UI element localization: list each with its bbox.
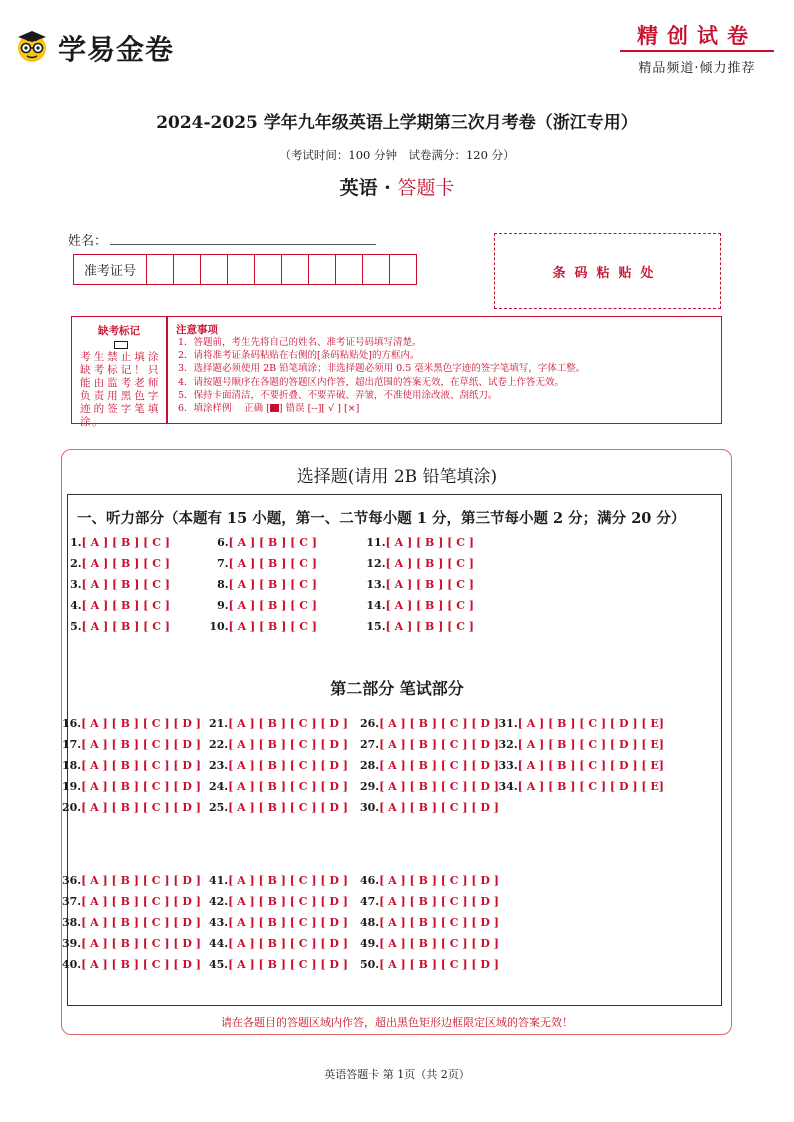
question-number: 19. (61, 780, 82, 793)
notes-item: 5．保持卡面清洁，不要折叠、不要弄破、弄皱，不准使用涂改液、刮纸刀。 (178, 389, 498, 401)
notes-box (167, 316, 722, 424)
question-number: 13. (366, 578, 386, 591)
question-item (217, 578, 317, 591)
name-label: 姓名： (68, 234, 108, 249)
answer-options[interactable]: [ A ] [ B ] [ C ] [ D ] (81, 780, 201, 793)
exam-subtitle: （考试时间：100 分钟 试卷满分：120 分） (279, 148, 515, 162)
section1-title: 一、听力部分（本题有 15 小题，第一、二节每小题 1 分，第三节每小题 2 分；满分 20 分） (77, 510, 686, 527)
question-item (70, 557, 170, 570)
question-item (70, 578, 170, 591)
question-number: 18. (61, 759, 82, 772)
answer-options[interactable]: [ A ] [ B ] [ C ] (228, 557, 317, 570)
exam-id-cell[interactable] (363, 255, 390, 285)
answer-options[interactable]: [ A ] [ B ] [ C ] (81, 557, 170, 570)
question-item (62, 874, 201, 887)
choice-heading: 选择题(请用 2B 铅笔填涂) (296, 467, 498, 487)
question-item (70, 536, 170, 549)
question-number: 40. (61, 958, 82, 971)
absent-mark-box (71, 316, 167, 428)
question-item (366, 557, 474, 570)
answer-options[interactable]: [ A ] [ B ] [ C ] (385, 557, 474, 570)
sample-wrong-label: 错误 (285, 403, 305, 415)
question-number: 3. (70, 578, 82, 591)
question-number: 24. (208, 780, 229, 793)
answer-options[interactable]: [ A ] [ B ] [ C ] (81, 620, 170, 633)
sample-correct-icon (270, 404, 279, 412)
question-item (217, 557, 317, 570)
answer-options[interactable]: [ A ] [ B ] [ C ] (385, 620, 474, 633)
question-item (62, 738, 201, 751)
question-item (360, 738, 499, 751)
absent-mark-text: 考生禁止填涂缺考标记！只能由监考老师负责用黑色字迹的签字笔填涂。 (80, 351, 160, 428)
question-item (360, 916, 499, 929)
question-item (209, 738, 348, 751)
barcode-label: 条码粘贴处 (552, 265, 663, 281)
question-item (499, 738, 664, 751)
notes-title: 注意事项 (176, 324, 218, 336)
absent-mark-checkbox[interactable] (114, 341, 128, 349)
question-number: 22. (208, 738, 229, 751)
question-item (209, 780, 348, 793)
question-item (360, 895, 499, 908)
question-item (62, 916, 201, 929)
answer-options[interactable]: [ A ] [ B ] [ C ] [ D ] (228, 759, 348, 772)
question-number: 9. (217, 599, 229, 612)
question-number: 50. (359, 958, 380, 971)
exam-id-cell[interactable] (147, 255, 174, 285)
exam-id-cell[interactable] (336, 255, 363, 285)
answer-options[interactable]: [ A ] [ B ] [ C ] (228, 578, 317, 591)
question-number: 2. (70, 557, 82, 570)
answer-options[interactable]: [ A ] [ B ] [ C ] [ D ] (81, 801, 201, 814)
answer-options[interactable]: [ A ] [ B ] [ C ] (385, 536, 474, 549)
brand-title: 精创试卷 (637, 24, 757, 48)
exam-id-cell[interactable] (390, 255, 417, 285)
question-number: 41. (208, 874, 229, 887)
question-item (62, 780, 201, 793)
logo-text: 学易金卷 (58, 33, 175, 66)
question-item (366, 578, 474, 591)
card-title-kind: 答题卡 (397, 177, 455, 199)
brand-subtitle: 精品频道·倾力推荐 (638, 61, 756, 76)
brand-block (612, 20, 782, 78)
answer-options[interactable]: [ A ] [ B ] [ C ] [ D ] (228, 937, 348, 950)
question-item (499, 759, 664, 772)
exam-id-cell[interactable] (282, 255, 309, 285)
question-item (62, 801, 201, 814)
question-item (217, 599, 317, 612)
absent-mark-title: 缺考标记 (98, 325, 140, 337)
answer-options[interactable]: [ A ] [ B ] [ C ] [ D ] (379, 801, 499, 814)
question-item (62, 937, 201, 950)
question-number: 49. (359, 937, 380, 950)
question-number: 20. (61, 801, 82, 814)
answer-options[interactable]: [ A ] [ B ] [ C ] [ D ] [ E] (517, 780, 664, 793)
question-item (360, 759, 499, 772)
page-footer: 英语答题卡 第 1页（共 2页） (324, 1068, 470, 1081)
question-number: 44. (208, 937, 229, 950)
answer-options[interactable]: [ A ] [ B ] [ C ] [ D ] (228, 801, 348, 814)
question-number: 12. (366, 557, 386, 570)
question-number: 32. (498, 738, 518, 751)
question-number: 29. (359, 780, 380, 793)
bottom-warning: 请在各题目的答题区域内作答，超出黑色矩形边框限定区域的答案无效！ (221, 1016, 573, 1029)
answer-options[interactable]: [ A ] [ B ] [ C ] [ D ] (81, 717, 201, 730)
question-number: 21. (208, 717, 229, 730)
answer-options[interactable]: [ A ] [ B ] [ C ] [ D ] (379, 895, 499, 908)
question-number: 25. (208, 801, 229, 814)
answer-options[interactable]: [ A ] [ B ] [ C ] [ D ] (228, 874, 348, 887)
question-item (360, 780, 499, 793)
logo (14, 24, 214, 70)
question-item (499, 717, 664, 730)
section2-title: 第二部分 笔试部分 (330, 679, 464, 698)
question-number: 45. (208, 958, 229, 971)
answer-options[interactable]: [ A ] [ B ] [ C ] [ D ] (379, 780, 499, 793)
question-item (209, 895, 348, 908)
answer-options[interactable]: [ A ] [ B ] [ C ] [ D ] (379, 937, 499, 950)
answer-options[interactable]: [ A ] [ B ] [ C ] [ D ] (81, 958, 201, 971)
question-number: 1. (70, 536, 82, 549)
answer-options[interactable]: [ A ] [ B ] [ C ] (385, 599, 474, 612)
question-item (360, 958, 499, 971)
sample-prefix: 6．填涂样例 正确 (178, 403, 264, 415)
answer-options[interactable]: [ A ] [ B ] [ C ] [ D ] (81, 895, 201, 908)
question-number: 27. (359, 738, 380, 751)
question-item (62, 895, 201, 908)
card-title-subject: 英语 · (339, 177, 398, 199)
question-item (209, 916, 348, 929)
question-number: 4. (70, 599, 82, 612)
exam-title: 2024-2025 学年九年级英语上学期第三次月考卷（浙江专用） (156, 113, 638, 133)
notes-item-sample: 6．填涂样例 正确 [ ] 错误 [--][ √ ] [×] (178, 403, 360, 415)
notes-item: 4．请按题号顺序在各题的答题区内作答，超出范围的答案无效，在草纸、试卷上作答无效。 (178, 376, 565, 388)
answer-options[interactable]: [ A ] [ B ] [ C ] (228, 620, 317, 633)
answer-options[interactable]: [ A ] [ B ] [ C ] [ D ] (81, 937, 201, 950)
answer-options[interactable]: [ A ] [ B ] [ C ] [ D ] (81, 738, 201, 751)
answer-options[interactable]: [ A ] [ B ] [ C ] (81, 578, 170, 591)
question-number: 47. (359, 895, 380, 908)
card-title (0, 173, 794, 200)
question-item (366, 599, 474, 612)
question-item (360, 717, 499, 730)
question-number: 42. (208, 895, 229, 908)
answer-options[interactable]: [ A ] [ B ] [ C ] [ D ] (228, 916, 348, 929)
question-number: 30. (359, 801, 380, 814)
exam-id-cell[interactable] (228, 255, 255, 285)
question-number: 11. (366, 536, 386, 549)
question-item (209, 717, 348, 730)
answer-options[interactable]: [ A ] [ B ] [ C ] [ D ] [ E] (517, 759, 664, 772)
answer-options[interactable]: [ A ] [ B ] [ C ] (81, 599, 170, 612)
question-item (209, 801, 348, 814)
notes-item: 2．请将准考证条码粘贴在右侧的[条码粘贴处]的方框内。 (178, 350, 420, 362)
question-item (62, 759, 201, 772)
question-item (360, 937, 499, 950)
barcode-area (494, 233, 721, 309)
question-item (62, 958, 201, 971)
question-item (366, 620, 474, 633)
question-number: 15. (366, 620, 386, 633)
question-number: 37. (61, 895, 82, 908)
exam-id-cell[interactable] (255, 255, 282, 285)
question-item (366, 536, 474, 549)
answer-options[interactable]: [ A ] [ B ] [ C ] [ D ] (379, 874, 499, 887)
question-item (360, 874, 499, 887)
question-number: 5. (70, 620, 82, 633)
question-number: 23. (208, 759, 229, 772)
answer-options[interactable]: [ A ] [ B ] [ C ] [ D ] (81, 759, 201, 772)
question-number: 17. (61, 738, 82, 751)
logo-mascot-icon (14, 28, 50, 64)
question-number: 43. (208, 916, 229, 929)
answer-options[interactable]: [ A ] [ B ] [ C ] [ D ] [ E] (517, 738, 664, 751)
question-number: 48. (359, 916, 380, 929)
notes-item: 3．选择题必须使用 2B 铅笔填涂；非选择题必须用 0.5 毫米黑色字迹的签字笔填写，字体工整。 (178, 363, 586, 375)
answer-options[interactable]: [ A ] [ B ] [ C ] (228, 599, 317, 612)
answer-options[interactable]: [ A ] [ B ] [ C ] [ D ] (81, 874, 201, 887)
answer-options[interactable]: [ A ] [ B ] [ C ] [ D ] (379, 759, 499, 772)
question-item (62, 717, 201, 730)
name-field[interactable] (110, 244, 376, 245)
question-number: 26. (359, 717, 380, 730)
question-number: 31. (498, 717, 518, 730)
answer-options[interactable]: [ A ] [ B ] [ C ] [ D ] [ E] (517, 717, 664, 730)
exam-id-cell[interactable] (309, 255, 336, 285)
question-number: 10. (209, 620, 229, 633)
question-item (209, 937, 348, 950)
answer-options[interactable]: [ A ] [ B ] [ C ] [ D ] (228, 895, 348, 908)
answer-options[interactable]: [ A ] [ B ] [ C ] [ D ] (379, 916, 499, 929)
notes-item: 1．答题前，考生先将自己的姓名、准考证号码填写清楚。 (178, 337, 422, 348)
exam-id-cell[interactable] (174, 255, 201, 285)
question-item (499, 780, 664, 793)
question-item (360, 801, 499, 814)
question-number: 46. (359, 874, 380, 887)
answer-options[interactable]: [ A ] [ B ] [ C ] (81, 536, 170, 549)
question-number: 6. (217, 536, 229, 549)
question-item (209, 958, 348, 971)
question-number: 34. (498, 780, 518, 793)
question-number: 16. (61, 717, 82, 730)
exam-id-cell[interactable] (201, 255, 228, 285)
answer-options[interactable]: [ A ] [ B ] [ C ] (385, 578, 474, 591)
question-number: 39. (61, 937, 82, 950)
answer-options[interactable]: [ A ] [ B ] [ C ] [ D ] (379, 717, 499, 730)
question-item (70, 620, 170, 633)
question-number: 14. (366, 599, 386, 612)
answer-options[interactable]: [ A ] [ B ] [ C ] [ D ] (81, 916, 201, 929)
question-number: 33. (498, 759, 518, 772)
question-item (209, 620, 317, 633)
question-item (70, 599, 170, 612)
question-number: 7. (217, 557, 229, 570)
question-number: 36. (61, 874, 82, 887)
answer-options[interactable]: [ A ] [ B ] [ C ] [ D ] (379, 958, 499, 971)
answer-options[interactable]: [ A ] [ B ] [ C ] [ D ] (228, 780, 348, 793)
notes-list (178, 336, 715, 415)
question-item (209, 759, 348, 772)
question-number: 8. (217, 578, 229, 591)
question-item (209, 874, 348, 887)
question-number: 38. (61, 916, 82, 929)
exam-id-table (73, 254, 417, 285)
answer-options[interactable]: [ A ] [ B ] [ C ] [ D ] (228, 717, 348, 730)
sample-wrong-marks: [--][ √ ] [×] (307, 403, 360, 415)
answer-options[interactable]: [ A ] [ B ] [ C ] [ D ] (379, 738, 499, 751)
exam-id-label: 准考证号 (74, 255, 147, 285)
brand-divider (620, 50, 774, 52)
question-number: 28. (359, 759, 380, 772)
answer-options[interactable]: [ A ] [ B ] [ C ] [ D ] (228, 738, 348, 751)
answer-options[interactable]: [ A ] [ B ] [ C ] (228, 536, 317, 549)
question-item (217, 536, 317, 549)
answer-options[interactable]: [ A ] [ B ] [ C ] [ D ] (228, 958, 348, 971)
